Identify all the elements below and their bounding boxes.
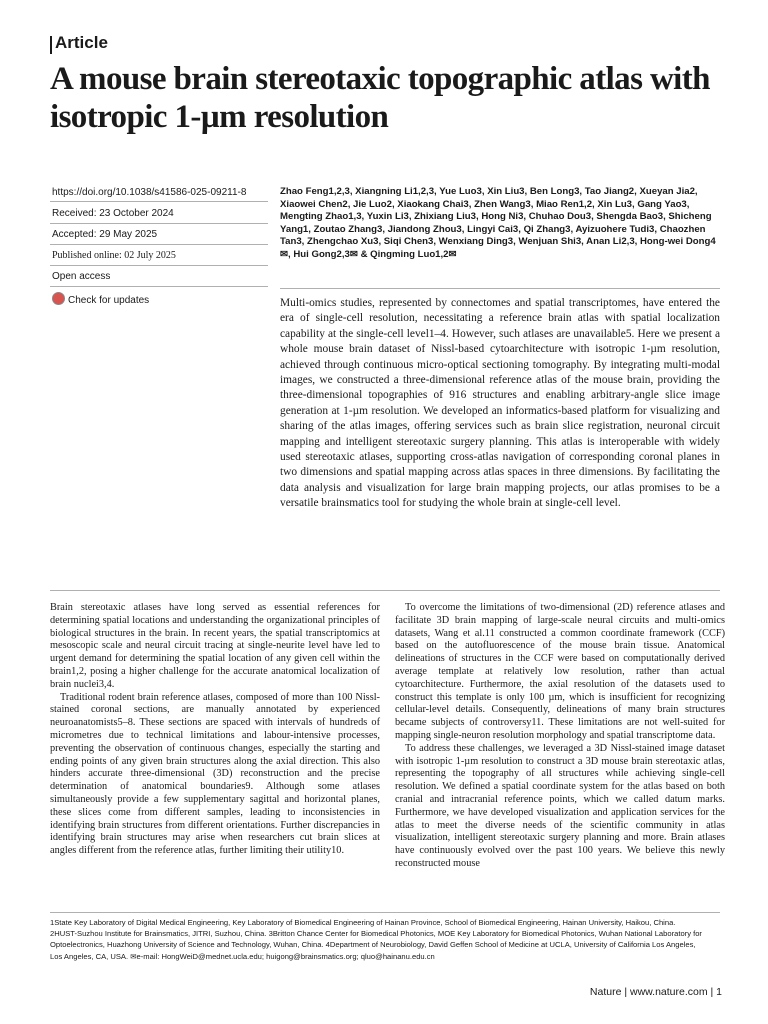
received-date: Received: 23 October 2024 <box>52 208 174 219</box>
doi-link[interactable]: https://doi.org/10.1038/s41586-025-09211-8 <box>52 187 247 198</box>
footnote-line: 1State Key Laboratory of Digital Medical Engineering, Key Laboratory of Biomedical Engineering of Hainan Province, School of Biomedical Engineering, Hainan University, Haikou, China. <box>50 918 676 927</box>
body-paragraph: Brain stereotaxic atlases have long served as essential references for determining spatial locations and understanding the organizational principles of biological structures in the brain. In recent years, the spatial transcriptomics at mesoscopic scale and neural circuit tracing at single-neurite level have led to urgent demand for determining the spatial location of any given cell within the brain1,2, posing a higher challenge for the accurate anatomical localization of brain nuclei3,4. <box>50 602 380 690</box>
meta-divider <box>50 265 268 266</box>
meta-divider <box>50 223 268 224</box>
paper-title: A mouse brain stereotaxic topographic atlas with isotropic 1-µm resolution <box>50 61 710 135</box>
footnote-line: 2HUST-Suzhou Institute for Brainsmatics, JITRI, Suzhou, China. 3Britton Chance Center for Biomedical Photonics, MOE Key Laboratory for Biomedical Photonics, Wuhan National Laboratory for <box>50 929 702 939</box>
meta-divider <box>50 244 268 245</box>
footnote-line: Optoelectronics, Huazhong University of Science and Technology, Wuhan, China. 4Department of Neurobiology, David Geffen School of Medicine at UCLA, University of California Los Angeles, <box>50 940 696 950</box>
abstract: Multi-omics studies, represented by connectomes and spatial transcriptomes, have entered the era of single-cell resolution, necessitating a reference brain atlas with spatial localization capability at the single-cell level1–4. However, such atlases are unavailable5. Here we present a whole mouse brain dataset of Nissl-based cytoarchitecture with isotropic 1-µm resolution, achieved through continuous micro-optical sectioning tomography. By integrating multi-modal images, we constructed a three-dimensional reference atlas of the mouse brain, providing the three-dimensional topographies of 916 structures and enabling arbitrary-angle slice image generation at 1-µm resolution. We developed an informatics-based platform for visualizing and sharing of the atlas images, offering services such as brain slice registration, neuronal circuit mapping and intelligent stereotaxic surgery planning. This atlas is interoperable with widely used stereotaxic atlases, supporting cross-atlas navigation of corresponding coronal planes in two dimensions and spatial mapping across atlas spaces in three dimensions. By facilitating the data analysis and visualization for large brain mapping projects, our atlas promises to be a versatile brainsmatics tool for studying the whole brain at single-cell level. <box>280 297 720 510</box>
accepted-date: Accepted: 29 May 2025 <box>52 229 158 240</box>
body-divider <box>50 590 720 591</box>
abstract-divider <box>280 288 720 289</box>
body-column-right <box>395 602 725 871</box>
body-column-left <box>50 602 380 858</box>
open-access-label: Open access <box>52 271 111 282</box>
article-type-label: Article <box>55 33 108 52</box>
kicker-rule <box>50 36 52 54</box>
affiliations-footnotes <box>50 917 730 962</box>
check-updates-label: Check for updates <box>68 295 150 306</box>
check-updates-icon <box>52 292 65 305</box>
check-updates-button[interactable] <box>52 292 149 306</box>
footnote-divider <box>50 912 720 913</box>
meta-divider <box>50 286 268 287</box>
body-paragraph: To overcome the limitations of two-dimensional (2D) reference atlases and facilitate 3D brain mapping of large-scale neural circuits and multi-omics datasets, Wang et al.11 constructed a common coordinate framework (CCF) based on the autofluorescence of the mouse brain tissue. Anatomical delineations of structures in the CCF were based on computationally derived average template at relatively low resolution, rather than actual cytoarchitecture. Furthermore, the axial resolution of the datasets used to construct this template is only 100 µm, which is insufficient for recognizing cellular-level details. Consequently, delineations of many brain structures became subjects of controversy11. These limitations are not well-suited for mapping single-neuron resolution morphology and spatial transcriptome data. <box>395 602 725 741</box>
author-list: Zhao Feng1,2,3, Xiangning Li1,2,3, Yue Luo3, Xin Liu3, Ben Long3, Tao Jiang2, Xueyan Jia2, Xiaowei Chen2, Jie Luo2, Xiaokang Chai3, Zhen Wang3, Miao Ren1,2, Xin Lu3, Gang Yao3, Mengting Zhao1,3, Yuxin Li3, Zhixiang Liu3, Hong Ni3, Chuhao Dou3, Shengda Bao3, Shicheng Yang1, Zoutao Zhang3, Jiandong Zhou3, Lingyi Cai3, Qi Zhang3, Ayizuohere Tudi3, Chaozhen Tan3, Zhengchao Xu3, Siqi Chen3, Wenxiang Ding3, Wenjuan Shi3, Anan Li2,3, Hong-wei Dong4✉, Hui Gong2,3✉ & Qingming Luo1,2✉ <box>280 186 716 260</box>
meta-divider <box>50 201 268 202</box>
body-paragraph: Traditional rodent brain reference atlases, composed of more than 100 Nissl-stained coronal sections, are manually annotated by experienced neuroanatomists5–8. These sections are spaced with intervals of hundreds of micrometres due to technical limitations and labour-intensive processes, preventing the observation of continuous changes, especially the starting and ending points of any given brain structures along the axial direction. This also hinders accurate three-dimensional (3D) reconstruction and the precise determination of anatomical boundaries9. Although some atlases simultaneously provide a few supplementary sagittal and horizontal planes, these slices come from different samples, leading to inconsistencies in identifying brain structures from different orientations. Further discrepancies in identifying brain structures may arise when researchers cut brain slices at angles different from the reference atlas, further limiting their utility10. <box>50 691 380 857</box>
page-footer: Nature | www.nature.com | 1 <box>589 986 722 998</box>
body-paragraph: To address these challenges, we leveraged a 3D Nissl-stained image dataset with isotropic 1-µm resolution to construct a 3D mouse brain stereotaxic atlas, representing the topography of all structures while achieving single-cell resolution. We defined a spatial coordinate system for the atlas based on both cranial and intracranial reference points, which we called datum marks. Furthermore, we have developed visualization and application services for the atlas to meet the diverse needs of the scientific community in atlas visualization, intelligent stereotaxic surgery planning and more. Brain atlases have continuously evolved over the past 100 years. We believe this newly reconstructed mouse <box>395 742 725 869</box>
footnote-line: Los Angeles, CA, USA. ✉e-mail: HongWeiD@mednet.ucla.edu; huigong@brainsmatics.org; qluo@hainanu.edu.cn <box>50 951 435 961</box>
published-date: Published online: 02 July 2025 <box>52 250 176 261</box>
